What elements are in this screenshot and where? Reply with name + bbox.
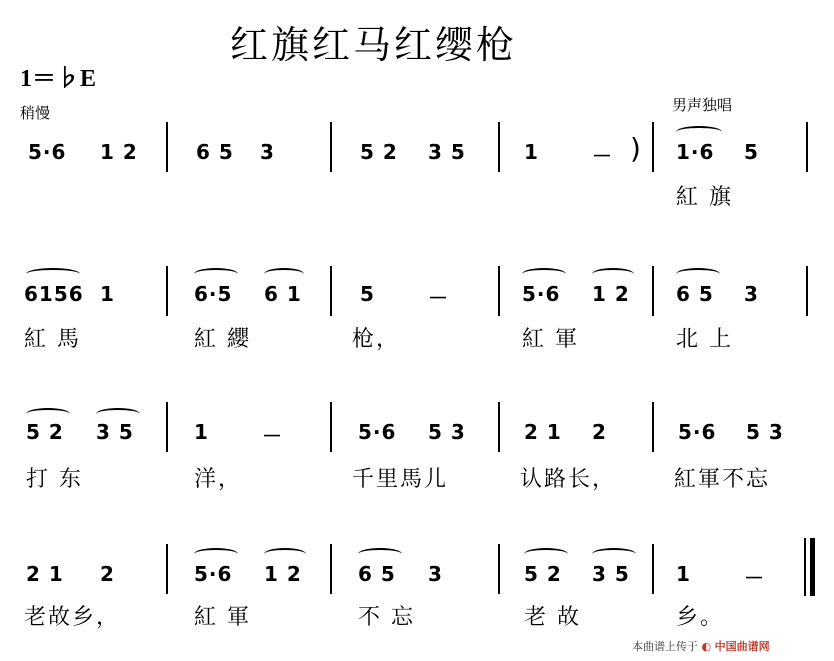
song-title: 红旗红马红缨枪: [230, 23, 518, 67]
barline: [498, 122, 500, 172]
footer-brand[interactable]: 中国曲谱网: [714, 640, 770, 653]
note-group: 3 5: [428, 140, 466, 164]
barline: [330, 266, 332, 316]
note-group: 2: [592, 420, 607, 444]
note-group: 3: [260, 140, 275, 164]
note-group: 1: [194, 420, 209, 444]
note-group: 1 2: [264, 562, 302, 586]
slur-arc: [194, 548, 238, 560]
lyric-text: 打 东: [26, 467, 83, 492]
lyric-text: 洋，: [194, 467, 243, 492]
barline: [806, 266, 808, 316]
note-group: 5·6: [28, 140, 67, 164]
note-group: 5 2: [26, 420, 64, 444]
note-group: 1·6: [676, 140, 715, 164]
slur-arc: [676, 126, 722, 138]
note-group: 1: [676, 562, 691, 586]
barline: [806, 122, 808, 172]
barline: [166, 122, 168, 172]
note-group: 5 3: [428, 420, 466, 444]
note-group: －: [592, 144, 613, 168]
barline: [652, 544, 654, 594]
note-group: 6 5: [358, 562, 396, 586]
note-group: －: [744, 566, 765, 590]
slur-arc: [592, 268, 634, 280]
note-group: 6 1: [264, 282, 302, 306]
barline: [166, 402, 168, 452]
note-group: 2 1: [524, 420, 562, 444]
note-group: 6 5: [196, 140, 234, 164]
lyric-text: 老 故: [524, 605, 581, 630]
closing-paren: ): [630, 132, 642, 165]
footer-credit: [632, 638, 770, 654]
barline: [498, 266, 500, 316]
note-group: 5: [360, 282, 375, 306]
note-group: 2 1: [26, 562, 64, 586]
note-group: 5·6: [358, 420, 397, 444]
lyric-text: 北 上: [676, 327, 733, 352]
note-group: 5 2: [524, 562, 562, 586]
barline: [498, 544, 500, 594]
note-group: 1: [100, 282, 115, 306]
lyric-text: 老故乡，: [24, 605, 121, 630]
note-group: 6 5: [676, 282, 714, 306]
lyric-text: 乡。: [676, 605, 725, 630]
barline: [166, 544, 168, 594]
note-group: 3 5: [96, 420, 134, 444]
lyric-text: 紅 旗: [676, 185, 733, 210]
lyric-text: 认路长，: [520, 467, 617, 492]
slur-arc: [264, 268, 304, 280]
barline: [166, 266, 168, 316]
slur-arc: [524, 548, 568, 560]
note-group: 1 2: [100, 140, 138, 164]
barline: [652, 402, 654, 452]
lyric-text: 枪，: [352, 327, 401, 352]
barline: [330, 544, 332, 594]
note-group: 5·6: [522, 282, 561, 306]
slur-arc: [592, 548, 636, 560]
note-group: 5·6: [194, 562, 233, 586]
note-group: 3: [744, 282, 759, 306]
note-group: －: [262, 424, 283, 448]
slur-arc: [194, 268, 238, 280]
barline: [498, 402, 500, 452]
note-group: 1: [524, 140, 539, 164]
slur-arc: [264, 548, 306, 560]
note-group: 1 2: [592, 282, 630, 306]
voice-marking: 男声独唱: [672, 96, 733, 114]
note-group: －: [428, 286, 449, 310]
lyric-text: 紅 纓: [194, 327, 251, 352]
barline: [804, 538, 806, 596]
note-group: 3: [428, 562, 443, 586]
lyric-text: 不 忘: [358, 605, 415, 630]
lyric-text: 紅 軍: [522, 327, 579, 352]
tempo-marking: 稍慢: [20, 104, 51, 122]
note-group: 5 3: [746, 420, 784, 444]
note-group: 2: [100, 562, 115, 586]
note-group: 3 5: [592, 562, 630, 586]
slur-arc: [358, 548, 402, 560]
lyric-text: 紅 軍: [194, 605, 251, 630]
slur-arc: [96, 408, 140, 420]
final-barline: [810, 538, 815, 596]
barline: [652, 266, 654, 316]
barline: [652, 122, 654, 172]
footer-logo-icon[interactable]: ◐: [701, 640, 712, 653]
barline: [330, 122, 332, 172]
slur-arc: [676, 268, 720, 280]
slur-arc: [26, 408, 70, 420]
footer-prefix: 本曲谱上传于: [632, 640, 698, 653]
barline: [330, 402, 332, 452]
slur-arc: [522, 268, 566, 280]
lyric-text: 紅 馬: [24, 327, 81, 352]
lyric-text: 紅軍不忘: [674, 467, 771, 492]
slur-arc: [26, 268, 80, 280]
note-group: 5: [744, 140, 759, 164]
lyric-text: 千里馬儿: [352, 467, 449, 492]
note-group: 5 2: [360, 140, 398, 164]
note-group: 6156: [24, 282, 84, 306]
note-group: 6·5: [194, 282, 233, 306]
note-group: 5·6: [678, 420, 717, 444]
key-signature: 1＝♭E: [20, 66, 97, 92]
